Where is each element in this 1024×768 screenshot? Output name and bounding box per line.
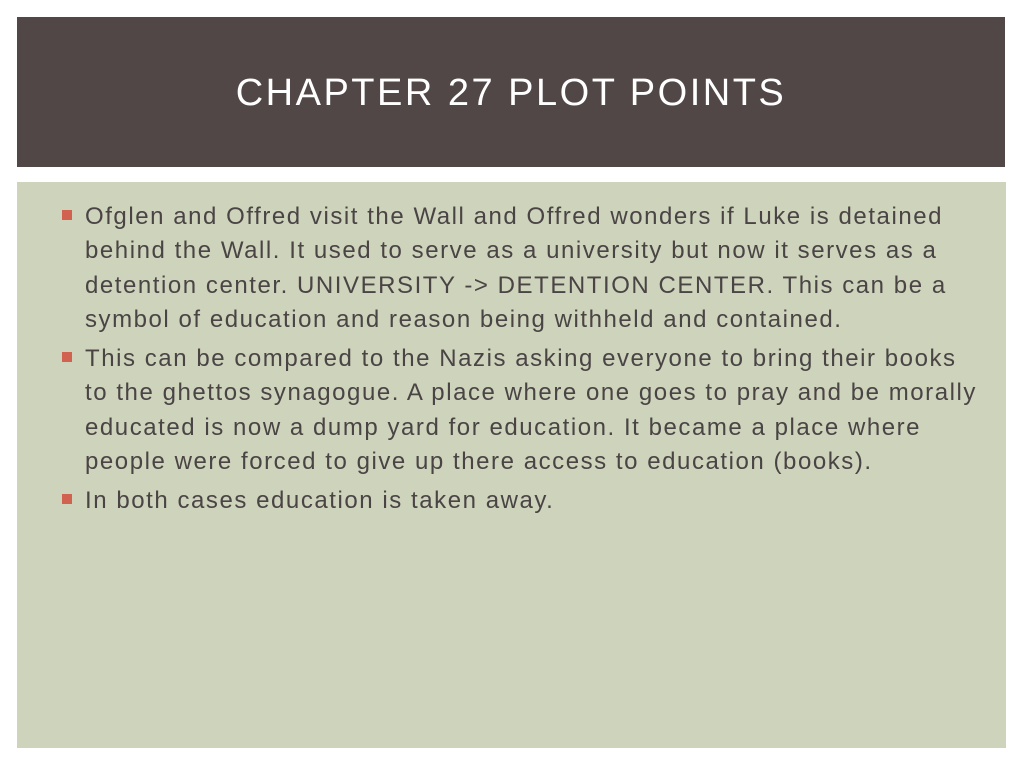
content-panel [17, 182, 1006, 748]
bullet-square-icon [62, 210, 72, 220]
bullet-item [62, 342, 982, 479]
bullet-square-icon [62, 352, 72, 362]
title-band [17, 17, 1005, 167]
bullet-text: This can be compared to the Nazis asking everyone to bring their books to the ghettos synagogue. A place where one goes to pray and be morally educated is now a dump yard for education. It became a place where people were forced to give up there access to education (books). [85, 345, 977, 476]
bullet-item [62, 484, 982, 518]
bullet-list [62, 200, 982, 524]
bullet-text: Ofglen and Offred visit the Wall and Offred wonders if Luke is detained behind the Wall. It used to serve as a university but now it serves as a detention center. UNIVERSITY -> DETENTION CENTER. This can be a symbol of education and reason being withheld and contained. [85, 203, 947, 333]
bullet-item [62, 200, 982, 337]
bullet-text: In both cases education is taken away. [85, 487, 555, 515]
slide-title: CHAPTER 27 PLOT POINTS [235, 72, 787, 114]
bullet-square-icon [62, 494, 72, 504]
